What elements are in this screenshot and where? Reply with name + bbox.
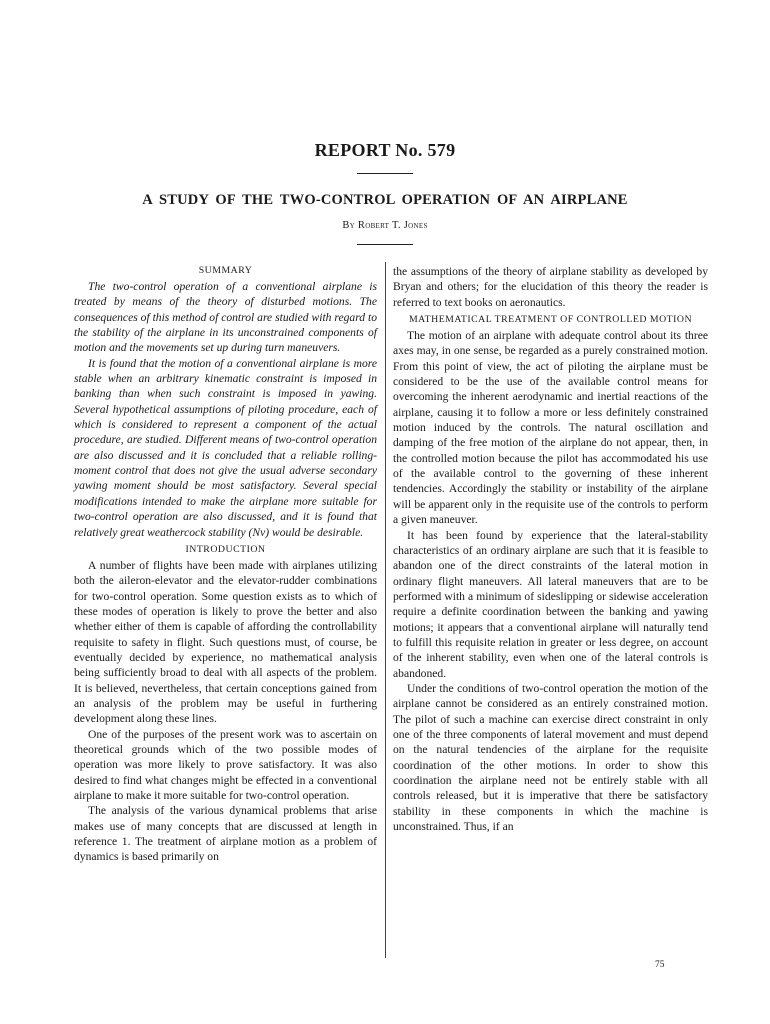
summary-paragraph-1: The two-control operation of a conventional airplane is treated by means of the theory of disturbed motions. The consequences of this method of control are studied with regard to the stability of the airplane in its unconstrained components of motion and the movements set up during turn maneuvers.	[74, 280, 377, 355]
right-column	[393, 264, 708, 834]
intro-paragraph-2: One of the purposes of the present work was to ascertain on theoretical grounds which of the two possible modes of operation was more likely to prove satisfactory. It was also desired to find what changes might be effected in a conventional airplane to make it more suitable for two-control operation.	[74, 727, 377, 802]
summary-heading: SUMMARY	[198, 265, 253, 276]
author-rule	[357, 244, 413, 245]
math-treatment-heading: MATHEMATICAL TREATMENT OF CONTROLLED MOTION	[408, 314, 693, 326]
math-paragraph-3: Under the conditions of two-control operation the motion of the airplane cannot be considered as an entirely constrained motion. The pilot of such a machine can exercise direct constraint in only one of the three components of lateral movement and must depend on the natural tendencies of the airplane for the requisite coordination of the other motions. In order to show this coordination the airplane need not be entirely stable with all controls released, but it is imperative that there be satisfactory stability in these components in which the machine is unconstrained. Thus, if an	[393, 681, 708, 834]
column-divider	[385, 262, 386, 958]
intro-paragraph-1: A number of flights have been made with airplanes utilizing both the aileron-elevator and the elevator-rudder combinations for two-control operation. Some question exists as to which of these modes of operation is likely to prove the better and also whether either of them is capable of affording the controllability requisite to safety in flight. Such questions must, of course, be eventually decided by experience, no mathematical analysis being sufficiently broad to deal with all aspects of the problem. It is believed, nevertheless, that certain conceptions gained from an analysis of the problem may be useful in furthering development along these lines.	[74, 558, 377, 726]
continued-paragraph: the assumptions of the theory of airplane stability as developed by Bryan and others; for the elucidation of this theory the reader is referred to text books on aeronautics.	[393, 265, 708, 309]
page-number: 75	[655, 960, 665, 970]
intro-paragraph-3: The analysis of the various dynamical problems that arise makes use of many concepts that are discussed at length in reference 1. The treatment of airplane motion as a problem of dynamics is based primarily on	[74, 804, 377, 864]
report-title: REPORT No. 579	[314, 140, 456, 160]
left-column	[74, 264, 377, 865]
math-paragraph-2: It has been found by experience that the lateral-stability characteristics of an ordinary airplane are such that it is feasible to abandon one of the direct constraints of the lateral motion in ordinary flight maneuvers. All lateral maneuvers that are to be performed with a minimum of sideslipping or sidewise acceleration require a definite coordination between the banking and yawing motions; it appears that a conventional airplane will naturally tend to fulfill this requisite relation in greater or less degree, on account of the inherent stability, even when one of the lateral controls is abandoned.	[393, 528, 708, 680]
summary-paragraph-2: It is found that the motion of a conventional airplane is more stable when an arbitrary kinematic constraint is imposed in banking than when such constraint is imposed in yawing. Several hypothetical assumptions of piloting procedure, each of which is considered to represent a component of the actual procedure, are studied. Different means of two-control operation are also discussed and it is concluded that a reliable rolling-moment control that does not give the usual adverse secondary yawing moment should be most satisfactory. Several special modifications intended to make the airplane more suitable for two-control operation are also discussed, and it is found that relatively great weathercock stability (Nv) would be desirable.	[74, 356, 377, 539]
paper-title: A STUDY OF THE TWO-CONTROL OPERATION OF AN AIRPLANE	[142, 192, 628, 208]
introduction-heading: INTRODUCTION	[185, 543, 266, 555]
math-paragraph-1: The motion of an airplane with adequate control about its three axes may, in one sense, be regarded as a purely constrained motion. From this point of view, the act of piloting the airplane must be considered to be the use of the available control means for overcoming the inherent aerodynamic and inertial reactions of the airplane, causing it to follow a more or less definitely constrained motion induced by the controls. The natural oscillation and damping of the free motion of the airplane do not appear, then, in the controlled motion because the pilot has accommodated his use of the available control to the governing of these inherent tendencies. Accordingly the stability or instability of the airplane will be apparent only in the requisite use of the controls to perform a given maneuver.	[393, 329, 708, 527]
author-line: By Robert T. Jones	[342, 220, 428, 231]
title-rule	[357, 173, 413, 174]
